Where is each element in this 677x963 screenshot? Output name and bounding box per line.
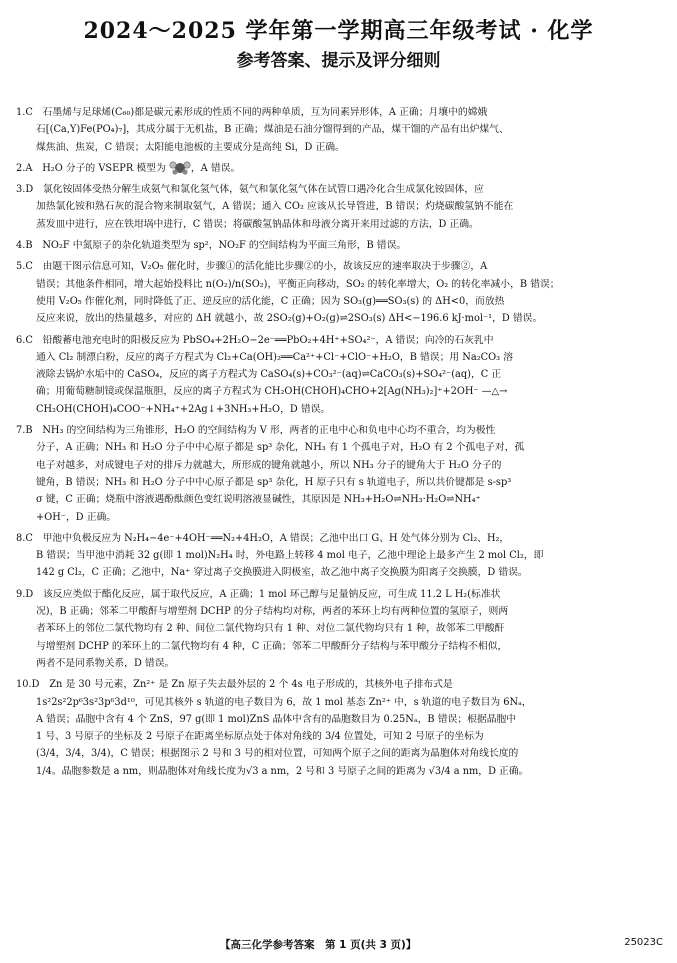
answer-line: A 错误；晶胞中含有 4 个 ZnS，97 g(即 1 mol)ZnS 晶体中含有的晶胞数目为 0.25Nₐ，B 错误；根据晶胞中 xyxy=(36,713,517,725)
answer-line: 10.D Zn 是 30 号元素，Zn²⁺ 是 Zn 原子失去最外层的 2 个 4s 电子形成的，其核外电子排布式是 xyxy=(16,679,453,691)
answer-line: 通入 Cl₂ 制漂白粉，反应的离子方程式为 Cl₂+Ca(OH)₂══Ca²⁺+Cl⁻+ClO⁻+H₂O，B 错误；用 Na₂CO₃ 溶 xyxy=(36,351,514,363)
answer-item xyxy=(16,530,666,582)
answer-line: 4.B NO₂F 中氮原子的杂化轨道类型为 sp²，NO₂F 的空间结构为平面三角形，B 错误。 xyxy=(16,240,407,252)
answer-line: 2.A H₂O 分子的 VSEPR 模型为 ，A 错误。 xyxy=(16,162,241,174)
answer-item xyxy=(16,586,666,672)
answer-item xyxy=(16,676,666,780)
footer-page-info: 【高三化学参考答案 第 1 页(共 3 页)】 xyxy=(220,939,417,951)
answer-line: 反应来说，放出的热量越多，对应的 ΔH 就越小，故 2SO₂(g)+O₂(g)⇌2SO₃(s) ΔH<−196.6 kJ·mol⁻¹，D 错误。 xyxy=(36,313,543,325)
answer-line: 石[(Ca,Y)Fe(PO₄)₇]，其成分属于无机盐，B 正确；煤油是石油分馏得到的产品，煤干馏的产品有出炉煤气、 xyxy=(36,124,509,136)
footer-code: 25023C xyxy=(624,937,663,948)
answer-line: 确；用葡萄糖制镜或保温瓶胆，反应的离子方程式为 CH₂OH(CHOH)₄CHO+2[Ag(NH₃)₂]⁺+2OH⁻ —△→ xyxy=(36,386,508,398)
answer-line: 使用 V₂O₅ 作催化剂，同时降低了正、逆反应的活化能，C 正确；因为 SO₃(g)══SO₃(s) 的 ΔH<0，而放热 xyxy=(36,295,505,307)
answer-line: 5.C 由题干图示信息可知，V₂O₅ 催化时，步骤①的活化能比步骤②的小，故该反应的速率取决于步骤②，A xyxy=(16,261,488,273)
answer-line: 电子对越多，对成键电子对的排斥力就越大，所形成的键角就越小，所以 NH₃ 分子的键角大于 H₂O 分子的 xyxy=(36,459,502,471)
answer-line: 分子，A 正确；NH₃ 和 H₂O 分子中中心原子都是 sp³ 杂化，NH₃ 有 1 个孤电子对，H₂O 有 2 个孤电子对，孤 xyxy=(36,442,525,454)
answer-line: 9.D 该反应类似于酯化反应，属于取代反应，A 正确；1 mol 环己醇与足量钠反应，可生成 11.2 L H₂(标准状 xyxy=(16,588,501,600)
answer-line: 1/4。晶胞参数是 a nm，则晶胞体对角线长度为√3 a nm，2 号和 3 号原子之间的距离为 √3/4 a nm，D 正确。 xyxy=(36,765,529,777)
answer-line: 3.D 氯化铵固体受热分解生成氨气和氯化氢气体，氨气和氯化氢气体在试管口遇冷化合生成氯化铵固体，应 xyxy=(16,184,484,196)
answer-line: 7.B NH₃ 的空间结构为三角锥形，H₂O 的空间结构为 V 形，两者的正电中心和负电中心均不重合，均为极性 xyxy=(16,425,496,437)
page-title: 2024～2025 学年第一学期高三年级考试 · 化学 xyxy=(83,18,594,44)
answer-line: 蒸发皿中进行，应在铁坩埚中进行，C 错误；将碳酸氢钠晶体和母液分离开来用过滤的方法，D 正确。 xyxy=(36,218,479,230)
answer-line: 1.C 石墨烯与足球烯(C₆₀)都是碳元素形成的性质不同的两种单质，互为同素异形体，A 正确；月壤中的嫦娥 xyxy=(16,107,488,118)
answer-line: 与增塑剂 DCHP 的苯环上的二氯代物均有 4 种，C 正确；邻苯二甲酸酐分子结构与苯甲酸分子结构不相似， xyxy=(36,640,508,652)
answer-item xyxy=(16,181,666,233)
answer-line: 煤焦油、焦炭，C 错误；太阳能电池板的主要成分是高纯 Si，D 正确。 xyxy=(36,141,345,153)
answer-line: 6.C 铅酸蓄电池充电时的阳极反应为 PbSO₄+2H₂O−2e⁻══PbO₂+4H⁺+SO₄²⁻，A 错误；向冷的石灰乳中 xyxy=(16,334,494,346)
answer-line: 加热氯化铵和熟石灰的混合物来制取氨气，A 错误；通入 CO₂ 应该从长导管进，B 错误；灼烧碳酸氢钠不能在 xyxy=(36,201,514,213)
answer-line: 8.C 甲池中负极反应为 N₂H₄−4e⁻+4OH⁻══N₂+4H₂O，A 错误；乙池中出口 G、H 处气体分别为 Cl₂、H₂， xyxy=(16,532,510,544)
answer-line: 液除去锅炉水垢中的 CaSO₄，反应的离子方程式为 CaSO₄(s)+CO₃²⁻(aq)⇌CaCO₃(s)+SO₄²⁻(aq)，C 正 xyxy=(36,369,502,381)
answer-line: 况)，B 正确；邻苯二甲酸酐与增塑剂 DCHP 的分子结构均对称，两者的苯环上均有两种位置的氢原子，则两 xyxy=(36,606,509,618)
answer-item xyxy=(16,104,666,156)
answer-line: 1 号、3 号原子的坐标及 2 号原子在距离坐标原点处于体对角线的 3/4 位置处，可知 2 号原子的坐标为 xyxy=(36,731,484,743)
answer-line: 错误；其他条件相同，增大起始投料比 n(O₂)/n(SO₂)，平衡正向移动，SO₂ 的转化率增大，O₂ 的转化率减小，B 错误； xyxy=(36,278,560,290)
water-vsepr-model-icon xyxy=(169,161,191,175)
answer-line: 142 g Cl₂，C 正确；乙池中，Na⁺ 穿过离子交换膜进入阴极室，故乙池中离子交换膜为阳离子交换膜，D 错误。 xyxy=(36,567,528,579)
answer-item xyxy=(16,332,666,418)
answer-line: CH₂OH(CHOH)₄COO⁻+NH₄⁺+2Ag↓+3NH₃+H₂O，D 错误。 xyxy=(36,403,331,415)
page-subtitle: 参考答案、提示及评分细则 xyxy=(236,51,441,71)
answer-line: 者苯环上的邻位二氯代物均有 2 种、间位二氯代物均只有 1 种、对位二氯代物均只有 1 种，故邻苯二甲酸酐 xyxy=(36,623,505,635)
answer-item xyxy=(16,258,666,327)
answer-line: σ 键，C 正确；烧瓶中溶液遇酚酞颜色变红说明溶液显碱性，其原因是 NH₃+H₂O⇌NH₃·H₂O⇌NH₄⁺ xyxy=(36,494,481,506)
answer-line: 键角，B 错误；NH₃ 和 H₂O 分子中中心原子都是 sp³ 杂化，H 原子只有 s 轨道电子，所以共价键都是 s-sp³ xyxy=(36,476,512,488)
answer-item xyxy=(16,237,666,254)
answer-line: 1s²2s²2p⁶3s²3p⁶3d¹⁰，可见其核外 s 轨道的电子数目为 6，故 1 mol 基态 Zn²⁺ 中，s 轨道的电子数目为 6Nₐ， xyxy=(36,696,532,708)
answer-line: +OH⁻，D 正确。 xyxy=(36,511,117,523)
answer-list xyxy=(16,104,666,784)
answer-line: 两者不是同系物关系，D 错误。 xyxy=(36,657,175,669)
answer-item xyxy=(16,160,666,177)
page-footer xyxy=(0,937,677,953)
answer-item xyxy=(16,422,666,526)
answer-line: B 错误；当甲池中消耗 32 g(即 1 mol)N₂H₄ 时，外电路上转移 4 mol 电子，乙池中理论上最多产生 2 mol Cl₂，即 xyxy=(36,550,544,562)
answer-line: (3/4，3/4，3/4)，C 错误；根据图示 2 号和 3 号的相对位置，可知两个原子之间的距离为晶胞体对角线长度的 xyxy=(36,748,519,760)
